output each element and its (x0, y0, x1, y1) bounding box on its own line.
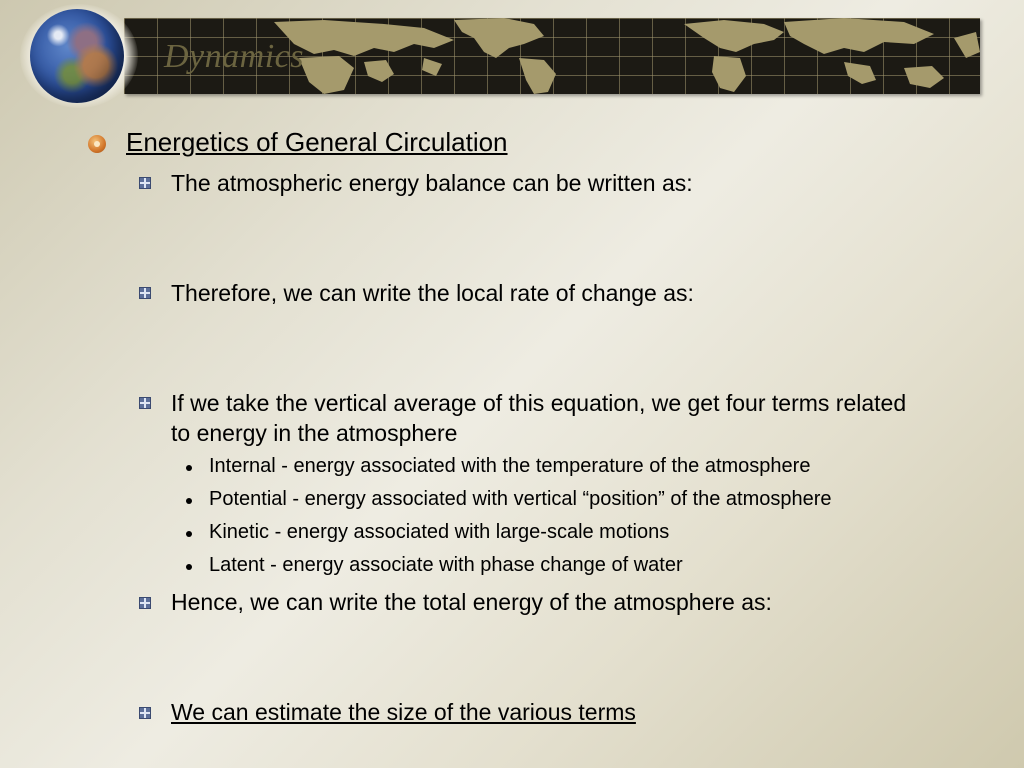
slide-section-title: Dynamics (164, 38, 304, 75)
world-map-banner (124, 18, 980, 94)
square-bullet-icon (139, 287, 151, 299)
dot-bullet-icon (186, 498, 192, 504)
orange-bullet-icon (88, 135, 106, 153)
estimate-terms-link[interactable]: We can estimate the size of the various terms (171, 699, 636, 725)
point-local-rate: Therefore, we can write the local rate of change as: (171, 280, 694, 306)
point-vertical-average: If we take the vertical average of this equation, we get four terms related to energy in the atmosphere (171, 390, 907, 446)
slide-heading-link[interactable]: Energetics of General Circulation (126, 127, 508, 157)
dot-bullet-icon (186, 465, 192, 471)
subpoint-latent: Latent - energy associate with phase change of water (209, 554, 683, 576)
point-total-energy: Hence, we can write the total energy of the atmosphere as: (171, 589, 772, 615)
subpoint-kinetic: Kinetic - energy associated with large-scale motions (209, 521, 670, 543)
point-energy-balance: The atmospheric energy balance can be written as: (171, 170, 693, 196)
square-bullet-icon (139, 707, 151, 719)
dot-bullet-icon (186, 564, 192, 570)
subpoint-potential: Potential - energy associated with vertical “position” of the atmosphere (209, 488, 832, 510)
square-bullet-icon (139, 177, 151, 189)
square-bullet-icon (139, 597, 151, 609)
square-bullet-icon (139, 397, 151, 409)
dot-bullet-icon (186, 531, 192, 537)
subpoint-internal: Internal - energy associated with the temperature of the atmosphere (209, 455, 811, 477)
globe-icon (30, 9, 124, 103)
